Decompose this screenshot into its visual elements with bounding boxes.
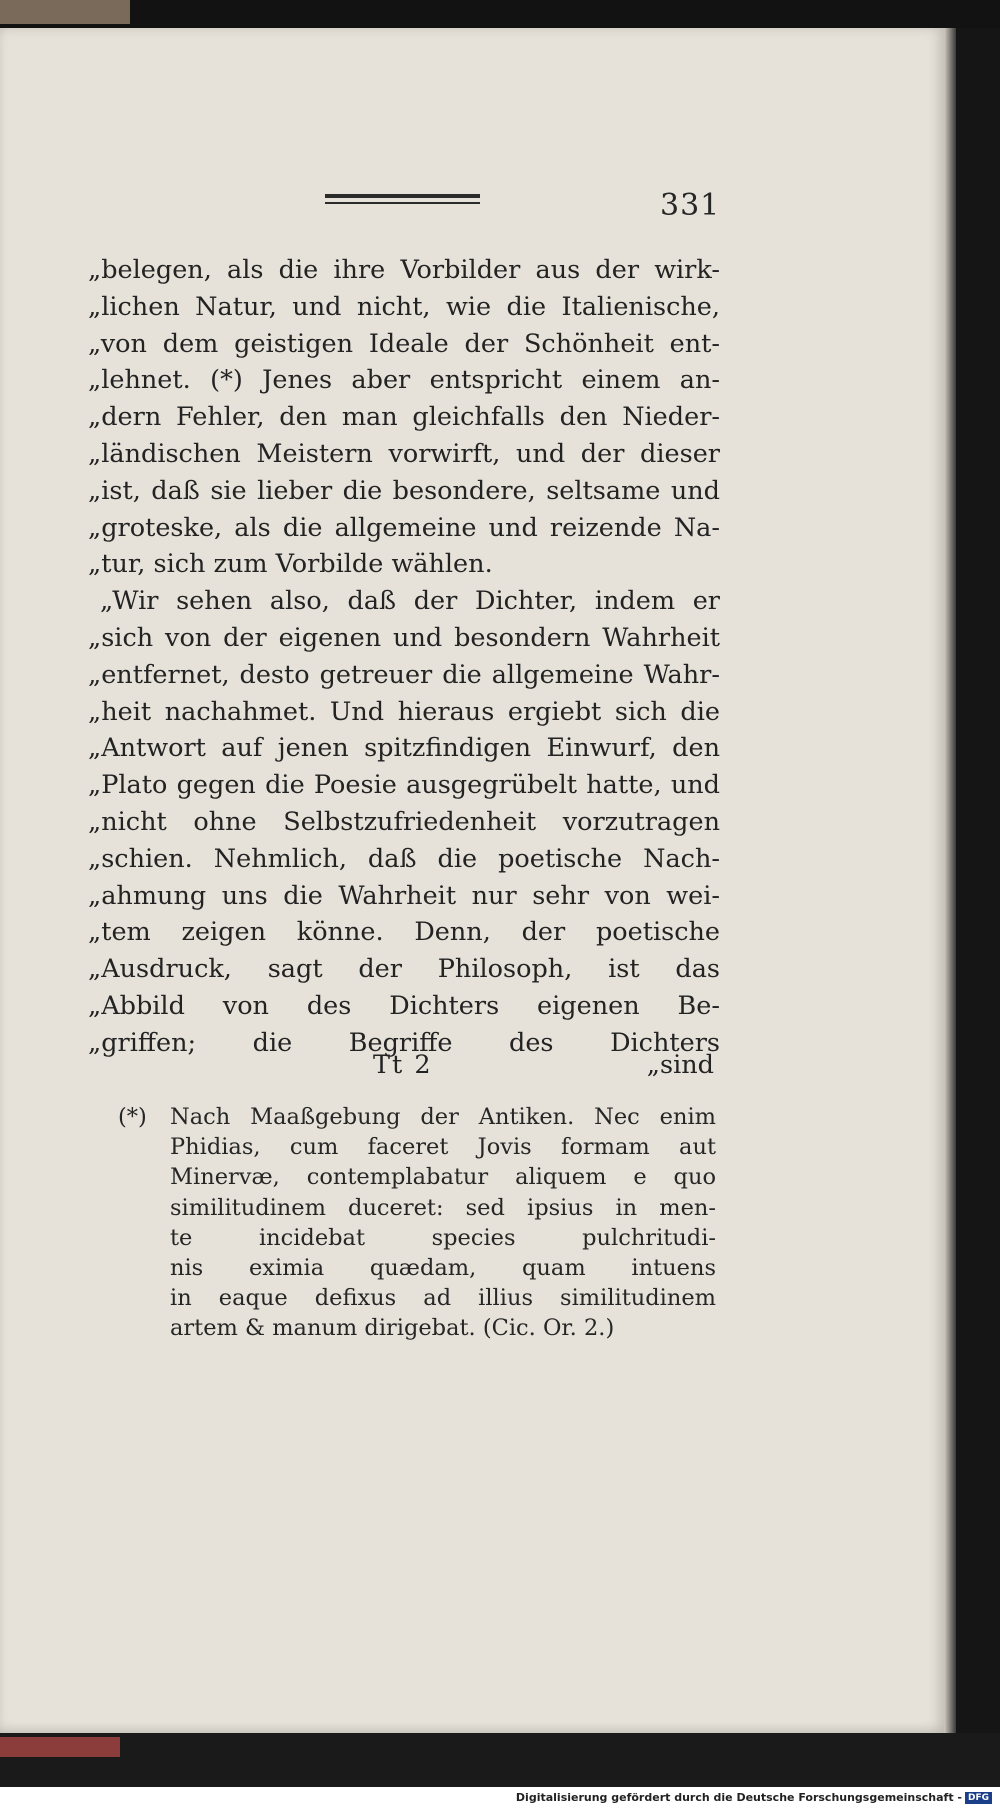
body-line: „lehnet. (*) Jenes aber entspricht einem an- <box>88 365 720 396</box>
page-edge-shadow <box>944 28 956 1733</box>
body-line: „Antwort auf jenen spitzfindigen Einwurf, den <box>88 733 720 764</box>
header-rule <box>325 194 480 204</box>
body-line: „lichen Natur, und nicht, wie die Italienische, <box>88 291 720 322</box>
body-line: „tem zeigen könne. Denn, der poetische <box>88 917 720 948</box>
body-line: „heit nachahmet. Und hieraus ergiebt sich die <box>88 696 720 727</box>
body-line: „sich von der eigenen und besondern Wahrheit <box>88 622 720 653</box>
page-foot-marks <box>88 1050 720 1090</box>
body-line: „Ausdruck, sagt der Philosoph, ist das <box>88 954 720 985</box>
body-line: „griffen; die Begriffe des Dichters <box>88 1027 720 1058</box>
footnote-line: nis eximia quædam, quam intuens <box>170 1255 716 1282</box>
bottom-left-tab <box>0 1737 120 1757</box>
body-line: „groteske, als die allgemeine und reizende Na- <box>88 512 720 543</box>
body-line: „ist, daß sie lieber die besondere, seltsame und <box>88 475 720 506</box>
footnote <box>118 1102 716 1344</box>
top-scan-edge <box>0 0 1000 28</box>
body-line: „von dem geistigen Ideale der Schönheit ent- <box>88 328 720 359</box>
top-left-tab <box>0 0 130 24</box>
footer-credit-text: Digitalisierung gefördert durch die Deutsche Forschungsgemeinschaft - <box>515 1791 962 1804</box>
footnote-line: Nach Maaßgebung der Antiken. Nec enim <box>170 1104 716 1130</box>
footnote-line: Phidias, cum faceret Jovis formam aut <box>170 1134 716 1161</box>
body-line: „tur, sich zum Vorbilde wählen. <box>88 549 493 580</box>
footer-bar <box>0 1787 1000 1811</box>
body-line: „ahmung uns die Wahrheit nur sehr von wei- <box>88 880 720 911</box>
body-line: „dern Fehler, den man gleichfalls den Nieder- <box>88 402 720 433</box>
footnote-line: te incidebat species pulchritudi- <box>170 1224 716 1251</box>
page-number: 331 <box>660 188 721 223</box>
body-line: „entfernet, desto getreuer die allgemeine Wahr- <box>88 659 720 690</box>
body-line: „Wir sehen also, daß der Dichter, indem er <box>100 586 720 617</box>
catchword: „sind <box>646 1050 714 1080</box>
footnote-body <box>170 1102 716 1344</box>
bottom-scan-edge <box>0 1733 1000 1787</box>
dfg-logo: DFG <box>965 1792 992 1804</box>
body-line: „belegen, als die ihre Vorbilder aus der wirk- <box>88 255 720 285</box>
footnote-line: similitudinem duceret: sed ipsius in men- <box>170 1194 716 1221</box>
footnote-line: Minervæ, contemplabatur aliquem e quo <box>170 1164 716 1191</box>
body-line: „schien. Nehmlich, daß die poetische Nach- <box>88 843 720 874</box>
footnote-line: in eaque defixus ad illius similitudinem <box>170 1285 716 1312</box>
body-line: „nicht ohne Selbstzufriedenheit vorzutragen <box>88 806 720 837</box>
footnote-marker: (*) <box>118 1104 147 1130</box>
signature-mark: Tt 2 <box>373 1050 433 1080</box>
body-text <box>88 252 720 1062</box>
body-line: „ländischen Meistern vorwirft, und der dieser <box>88 438 720 469</box>
body-line: „Plato gegen die Poesie ausgegrübelt hatte, und <box>88 770 720 801</box>
body-line: „Abbild von des Dichters eigenen Be- <box>88 990 720 1021</box>
footer-credit <box>516 1791 992 1804</box>
footnote-line: artem & manum dirigebat. (Cic. Or. 2.) <box>170 1315 615 1342</box>
